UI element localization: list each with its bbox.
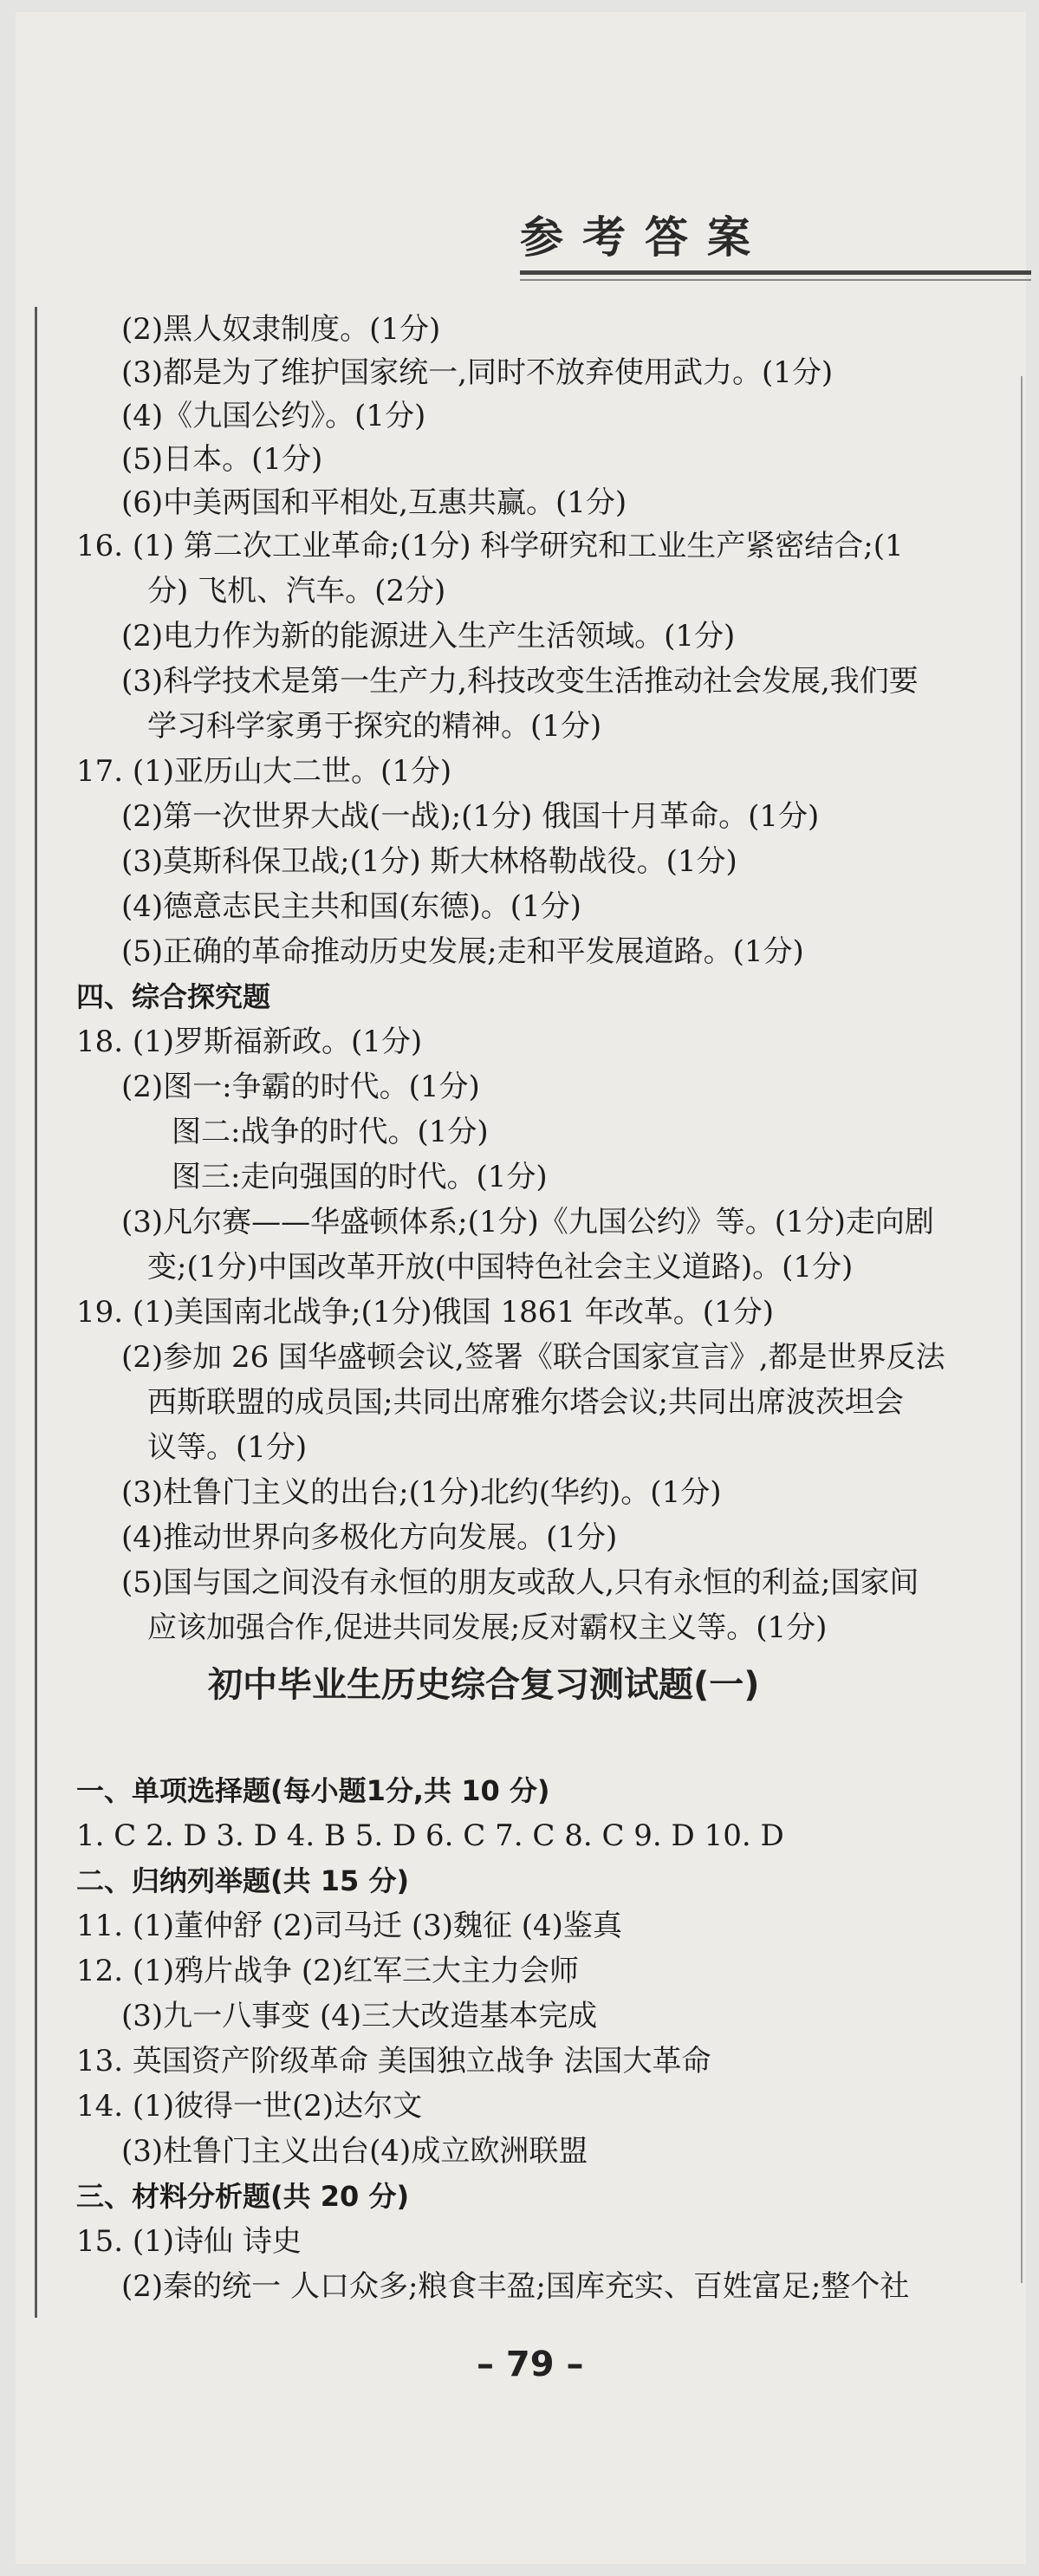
answer-line: (2)图一:争霸的时代。(1分) xyxy=(121,1070,480,1104)
answer-line: 17. (1)亚历山大二世。(1分) xyxy=(76,754,452,789)
answer-line: (3)都是为了维护国家统一,同时不放弃使用武力。(1分) xyxy=(121,355,834,390)
answer-line: (2)第一次世界大战(一战);(1分) 俄国十月革命。(1分) xyxy=(121,799,820,834)
page-header-title: 参考答案 xyxy=(520,212,770,263)
page-number: – 79 – xyxy=(477,2345,584,2384)
right-margin-rule xyxy=(1021,376,1023,2283)
answer-line: 分) 飞机、汽车。(2分) xyxy=(147,574,446,608)
answer-line: (4)《九国公约》。(1分) xyxy=(121,399,426,433)
answer-line: (3)科学技术是第一生产力,科技改变生活推动社会发展,我们要 xyxy=(121,664,919,699)
left-margin-rule xyxy=(35,307,37,2318)
answer-line: (3)杜鲁门主义出台(4)成立欧洲联盟 xyxy=(121,2134,588,2169)
answer-line: 议等。(1分) xyxy=(147,1430,308,1465)
answer-line: 13. 英国资产阶级革命 美国独立战争 法国大革命 xyxy=(76,2044,711,2078)
answer-line: 图二:战争的时代。(1分) xyxy=(172,1115,489,1149)
answer-line: (2)电力作为新的能源进入生产生活领域。(1分) xyxy=(121,619,736,654)
answer-line: 学习科学家勇于探究的精神。(1分) xyxy=(147,709,602,744)
header-rule-thin xyxy=(520,279,1031,281)
answer-line: (3)杜鲁门主义的出台;(1分)北约(华约)。(1分) xyxy=(121,1475,722,1510)
answer-line: 应该加强合作,促进共同发展;反对霸权主义等。(1分) xyxy=(147,1610,828,1645)
section-heading: 四、综合探究题 xyxy=(76,980,271,1013)
answer-line: 12. (1)鸦片战争 (2)红军三大主力会师 xyxy=(76,1954,580,1988)
answer-line: (5)正确的革命推动历史发展;走和平发展道路。(1分) xyxy=(121,934,804,969)
answer-line: 西斯联盟的成员国;共同出席雅尔塔会议;共同出席波茨坦会 xyxy=(147,1385,904,1420)
answer-line: (5)国与国之间没有永恒的朋友或敌人,只有永恒的利益;国家间 xyxy=(121,1565,919,1600)
answer-line: (5)日本。(1分) xyxy=(121,442,323,477)
answer-line: (4)德意志民主共和国(东德)。(1分) xyxy=(121,889,581,924)
answer-line: 11. (1)董仲舒 (2)司马迁 (3)魏征 (4)鉴真 xyxy=(76,1909,622,1943)
answer-line: 1. C 2. D 3. D 4. B 5. D 6. C 7. C 8. C 9. D 10. D xyxy=(76,1818,784,1853)
test-title: 初中毕业生历史综合复习测试题(一) xyxy=(208,1665,760,1705)
answer-line: (3)九一八事变 (4)三大改造基本完成 xyxy=(121,1999,598,2033)
answer-line: 16. (1) 第二次工业革命;(1分) 科学研究和工业生产紧密结合;(1 xyxy=(76,529,904,563)
header-rule xyxy=(520,270,1031,275)
section-heading: 二、归纳列举题(共 15 分) xyxy=(76,1864,410,1897)
answer-line: 图三:走向强国的时代。(1分) xyxy=(172,1160,548,1194)
answer-line: 19. (1)美国南北战争;(1分)俄国 1861 年改革。(1分) xyxy=(76,1295,774,1330)
answer-line: (4)推动世界向多极化方向发展。(1分) xyxy=(121,1520,618,1555)
answer-line: 15. (1)诗仙 诗史 xyxy=(76,2224,302,2259)
answer-line: 变;(1分)中国改革开放(中国特色社会主义道路)。(1分) xyxy=(147,1250,854,1285)
section-heading: 一、单项选择题(每小题1分,共 10 分) xyxy=(76,1774,550,1807)
answer-line: 14. (1)彼得一世(2)达尔文 xyxy=(76,2089,423,2124)
answer-line: (2)黑人奴隶制度。(1分) xyxy=(121,312,441,347)
section-heading: 三、材料分析题(共 20 分) xyxy=(76,2180,410,2213)
answer-line: (2)参加 26 国华盛顿会议,签署《联合国家宣言》,都是世界反法 xyxy=(121,1340,945,1375)
answer-line: 18. (1)罗斯福新政。(1分) xyxy=(76,1025,423,1059)
answer-line: (3)凡尔赛——华盛顿体系;(1分)《九国公约》等。(1分)走向剧 xyxy=(121,1205,934,1239)
answer-line: (3)莫斯科保卫战;(1分) 斯大林格勒战役。(1分) xyxy=(121,844,737,879)
answer-line: (2)秦的统一 人口众多;粮食丰盈;国库充实、百姓富足;整个社 xyxy=(121,2269,910,2304)
answer-line: (6)中美两国和平相处,互惠共赢。(1分) xyxy=(121,485,627,520)
